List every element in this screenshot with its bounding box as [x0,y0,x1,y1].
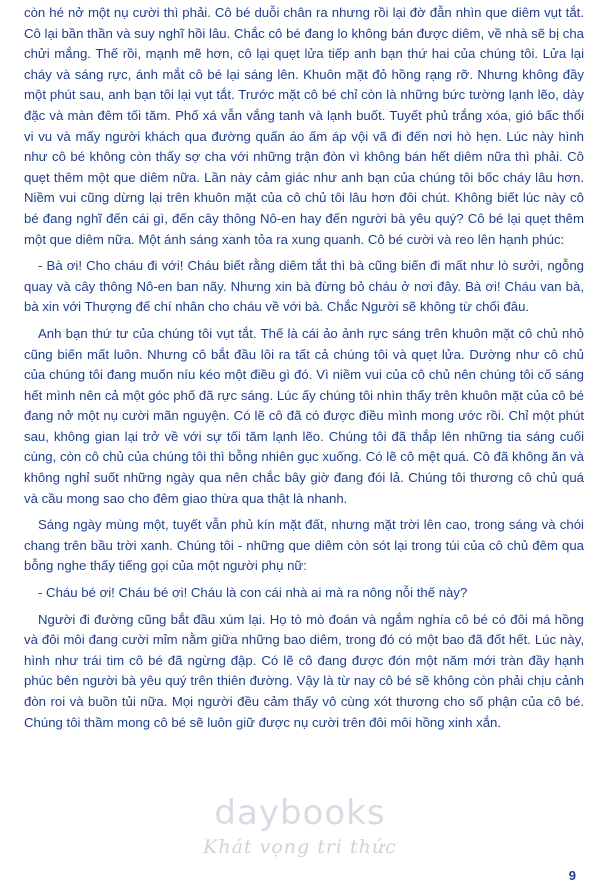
watermark-tagline: Khát vọng tri thức [203,836,397,858]
paragraph-3: Anh bạn thứ tư của chúng tôi vụt tắt. Thế là cái ảo ảnh rực sáng trên khuôn mặt cô chủ nhỏ cũng biến mất luôn. Nhưng cô bắt đầu lôi ra tất cả chúng tôi và quẹt lửa. Dường như cô chủ của chúng tôi đang muốn níu kéo một điều gì đó. Vì niềm vui của cô chủ nên chúng tôi cố sáng hết mình nên cả một góc phố đã rực sáng. Lúc ấy chúng tôi nhìn thấy trên khuôn mặt của cô bé đang nở một nụ cười mãn nguyện. Có lẽ cô đã có được điều mình mong ước rồi. Chỉ một phút sau, không gian lại trở về với sự tối tăm lạnh lẽo. Chúng tôi đã thắp lên những tia sáng cuối cùng, còn cô chủ của chúng tôi thì bỗng nhiên gục xuống. Có lẽ cô mệt quá. Cô đã không ăn và không nghỉ suốt những ngày qua nên chắc bây giờ đang đói lả. Chúng tôi thương cô chủ quá và cầu mong sao cho đêm giao thừa qua thật là nhanh. [24,325,584,506]
watermark-brand: daybooks [214,793,386,833]
page-number: 9 [568,868,576,883]
paragraph-5-dialogue: - Cháu bé ơi! Cháu bé ơi! Cháu là con cái nhà ai mà ra nông nỗi thế này? [38,585,468,601]
paragraph-4: Sáng ngày mùng một, tuyết vẫn phủ kín mặt đất, nhưng mặt trời lên cao, trong sáng và chói chang trên bầu trời xanh. Chúng tôi - những que diêm còn sót lại trong túi của cô chủ đêm qua bỗng nghe thấy tiếng gọi của một người phụ nữ: [24,517,584,574]
story-text-block [24,3,584,733]
paragraph-6: Người đi đường cũng bắt đầu xúm lại. Họ tò mò đoán và ngắm nghía cô bé có đôi má hồng và đôi môi đang cười mỉm nằm giữa những bao diêm, trong đó có một bao đã đốt hết. Lúc này, hình như trái tim cô bé đã ngừng đập. Có lẽ cô đang được đón một năm mới tràn đầy hạnh phúc bên người bà yêu quý trên thiên đường. Vậy là từ nay cô bé sẽ không còn phải chịu cảnh đòn roi và buồn tủi nữa. Mọi người đều cảm thấy vô cùng xót thương cho số phận của cô bé. Chúng tôi thầm mong cô bé sẽ luôn giữ được nụ cười trên đôi môi hồng xinh xắn. [24,611,584,730]
paragraph-1: còn hé nở một nụ cười thì phải. Cô bé duỗi chân ra nhưng rồi lại đờ đẫn nhìn que diêm vụt tắt. Cô lại bần thần và suy nghĩ hồi lâu. Chắc cô bé đang lo không bán được diêm, về nhà sẽ bị cha chửi mắng. Thế rồi, mạnh mẽ hơn, cô lại quẹt lửa tiếp anh bạn thứ hai của chúng tôi. Lửa lại cháy và sáng rực, ánh mắt cô bé lại sáng lên. Khuôn mặt đỏ hồng rạng rỡ. Nhưng không đầy một phút sau, anh bạn tôi lại vụt tắt. Trước mặt cô bé chỉ còn là những bức tường lạnh lẽo, dày đặc và màn đêm tối tăm. Phố xá vẫn vắng tanh và lạnh buốt. Tuyết phủ trắng xóa, gió bấc thổi vi vu và mấy người khách qua đường quấn áo ấm áp vội vã đi đến nơi hò hẹn. Lúc này hình như cô bé không còn thấy sợ cha với những trận đòn vì không bán hết diêm nữa thì phải. Cô quẹt thêm một que diêm nữa. Lần này cảm giác như anh bạn của chúng tôi bốc cháy lâu hơn. Niềm vui cũng dừng lại trên khuôn mặt của cô chủ tôi lâu hơn đôi chút. Không biết lúc này cô bé đang nghĩ đến cái gì, đến cây thông Nô-en hay đến người bà yêu quý? Cô bé lại quẹt thêm một que diêm nữa. Một ánh sáng xanh tỏa ra xung quanh. Cô bé cười và reo lên hạnh phúc: [24,5,584,247]
paragraph-2-dialogue: - Bà ơi! Cho cháu đi với! Cháu biết rằng diêm tắt thì bà cũng biến đi mất như lò sưởi, ngỗng quay và cây thông Nô-en ban nãy. Nhưng xin bà đừng bỏ cháu ở nơi đây. Bà ơi! Cháu van bà, bà xin với Thượng đế chí nhân cho cháu về với bà. Chắc Người sẽ không từ chối đâu. [24,258,584,315]
